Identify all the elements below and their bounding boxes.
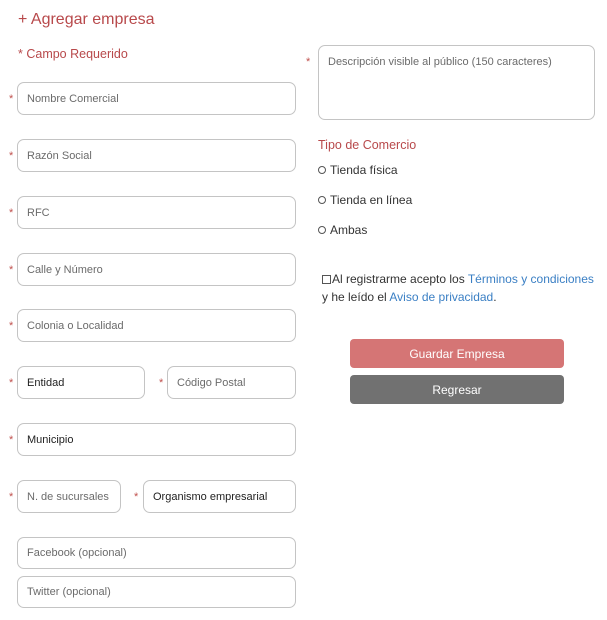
required-marker: *: [9, 491, 14, 503]
radio-circle-icon[interactable]: [318, 226, 326, 234]
required-marker: *: [9, 434, 14, 446]
terms-middle: y he leído el: [322, 290, 390, 304]
radio-circle-icon[interactable]: [318, 166, 326, 174]
privacidad-link[interactable]: Aviso de privacidad: [389, 290, 494, 304]
radio-tienda-fisica[interactable]: [318, 163, 398, 177]
regresar-button[interactable]: Regresar: [350, 375, 564, 404]
nombre-comercial-input[interactable]: [17, 82, 296, 115]
required-marker: *: [9, 93, 14, 105]
calle-numero-input[interactable]: [17, 253, 296, 286]
guardar-empresa-button[interactable]: Guardar Empresa: [350, 339, 564, 368]
municipio-select[interactable]: [17, 423, 296, 456]
required-marker: *: [306, 56, 311, 68]
radio-label: Tienda física: [330, 163, 398, 177]
required-marker: *: [9, 377, 14, 389]
required-marker: *: [9, 207, 14, 219]
facebook-input[interactable]: [17, 537, 296, 569]
radio-tienda-en-linea[interactable]: [318, 193, 412, 207]
terms-suffix: .: [493, 290, 497, 304]
descripcion-textarea[interactable]: [318, 45, 595, 120]
twitter-input[interactable]: [17, 576, 296, 608]
radio-label: Tienda en línea: [330, 193, 413, 207]
entidad-select[interactable]: [17, 366, 145, 399]
colonia-input[interactable]: [17, 309, 296, 342]
radio-ambas[interactable]: [318, 223, 367, 237]
page-title: + Agregar empresa: [18, 11, 155, 28]
required-marker: *: [134, 491, 139, 503]
radio-circle-icon[interactable]: [318, 196, 326, 204]
rfc-input[interactable]: [17, 196, 296, 229]
sucursales-input[interactable]: [17, 480, 121, 513]
required-marker: *: [9, 320, 14, 332]
radio-label: Ambas: [330, 223, 368, 237]
required-marker: *: [159, 377, 164, 389]
terms-text: [322, 270, 607, 306]
required-field-note: * Campo Requerido: [18, 47, 128, 61]
terminos-link[interactable]: Términos y condiciones: [467, 272, 594, 286]
required-marker: *: [9, 150, 14, 162]
organismo-select[interactable]: [143, 480, 296, 513]
required-marker: *: [9, 264, 14, 276]
codigo-postal-input[interactable]: [167, 366, 296, 399]
razon-social-input[interactable]: [17, 139, 296, 172]
terms-prefix: Al registrarme acepto los: [332, 272, 468, 286]
tipo-comercio-label: Tipo de Comercio: [318, 138, 417, 152]
terms-checkbox[interactable]: [322, 275, 331, 284]
